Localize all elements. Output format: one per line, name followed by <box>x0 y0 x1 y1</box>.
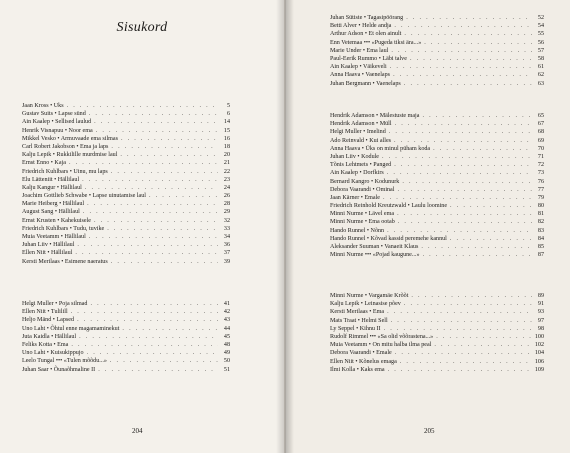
toc-entry-title: Minni Nurme ••• «Pojad kaugune...» <box>330 252 420 259</box>
toc-entry-page: 106 <box>534 358 544 365</box>
dot-leader <box>388 366 532 374</box>
toc-entry-page: 72 <box>537 162 544 169</box>
toc-entry-page: 98 <box>537 325 544 332</box>
toc-entry <box>22 225 230 233</box>
toc-entry-page: 15 <box>223 127 230 134</box>
page-number: 204 <box>132 427 143 435</box>
toc-entry-page: 5 <box>226 103 230 109</box>
toc-entry <box>22 241 230 249</box>
toc-entry-title: Uno Laht • Kuisukippujo <box>22 350 84 357</box>
toc-entry-page: 18 <box>223 143 230 150</box>
toc-entry-title: August Sang • Hällilaul <box>22 209 80 216</box>
toc-entry-page: 43 <box>223 317 230 324</box>
toc-entry-page: 48 <box>223 341 230 348</box>
toc-entry <box>330 55 544 63</box>
dot-leader <box>87 200 218 208</box>
toc-entry-title: Ellen Niit • Tulilill <box>22 309 68 316</box>
toc-entry <box>330 137 544 145</box>
toc-entry-page: 14 <box>223 119 230 126</box>
toc-entry-title: Tõnis Lehtmets • Panged <box>330 162 392 169</box>
toc-entry-page: 73 <box>537 170 544 177</box>
toc-entry-title: Joachim Gottlieb Schwabe • Lapse uinutamise laul <box>22 193 146 200</box>
toc-entry-title: Ly Seppel • Kihnu II <box>330 325 381 332</box>
dot-leader <box>433 145 532 153</box>
toc-entry-title: Friedrich Reinhold Kreutzwald • Laulu loomine <box>330 203 448 210</box>
toc-entry <box>22 184 230 192</box>
dot-leader <box>121 135 218 143</box>
toc-entry <box>330 202 544 210</box>
dot-leader <box>389 128 532 136</box>
toc-entry <box>330 14 544 22</box>
toc-entry-page: 76 <box>537 178 544 185</box>
page-number: 205 <box>424 427 435 435</box>
toc-entry-page: 93 <box>537 309 544 316</box>
toc-entry <box>330 80 544 88</box>
toc-entry <box>330 112 544 120</box>
toc-entry <box>330 341 544 349</box>
dot-leader <box>384 325 532 333</box>
toc-entry-page: 21 <box>223 160 230 167</box>
toc-entry-title: Ain Kaalep • Väikeveli <box>330 64 387 71</box>
toc-entry-title: Muia Veetamm • On mitu halba ilma peal <box>330 342 432 349</box>
toc-entry-title: Mats Traat • Helmi Sell <box>330 317 388 324</box>
dot-leader <box>77 316 218 324</box>
dot-leader <box>71 341 218 349</box>
dot-leader <box>395 349 532 357</box>
toc-list <box>22 300 230 374</box>
toc-entry <box>330 161 544 169</box>
dot-leader <box>450 235 532 243</box>
dot-leader <box>404 300 532 308</box>
toc-entry-title: Enn Vetemaa ••• «Pugeda tiksi ära...» <box>330 39 422 46</box>
dot-leader <box>87 349 218 357</box>
dot-leader <box>398 218 532 226</box>
toc-entry-title: Ellen Niit • Kõnelus emaga <box>330 358 397 365</box>
dot-leader <box>98 366 218 374</box>
dot-leader <box>402 178 532 186</box>
toc-entry-title: Jaan Kross • Uks <box>22 103 64 109</box>
toc-entry-page: 85 <box>537 244 544 250</box>
toc-entry-title: Henrik Visnapuu • Noor ema <box>22 127 93 134</box>
page-title: Sisukord <box>116 20 168 35</box>
toc-entry <box>22 258 230 266</box>
toc-entry-title: Kersti Merilaas • Ema <box>330 309 385 316</box>
dot-leader <box>110 357 218 365</box>
toc-entry <box>22 200 230 208</box>
toc-entry-title: Juhan Liiv • Hällilaul <box>22 242 75 249</box>
toc-entry-page: 63 <box>537 80 544 87</box>
toc-entry-page: 84 <box>537 235 544 242</box>
toc-entry <box>22 192 230 200</box>
dot-leader <box>397 186 532 194</box>
toc-entry <box>22 316 230 324</box>
toc-entry-title: Mikkel Vesko • Armuvaade ema silmas <box>22 135 118 142</box>
toc-entry-title: Debora Vaarandi • Emale <box>330 350 392 357</box>
dot-leader <box>71 308 218 316</box>
toc-entry <box>22 168 230 176</box>
toc-entry <box>22 349 230 357</box>
toc-entry-page: 6 <box>226 111 230 118</box>
toc-entry-title: Muia Veetamm • Hällilaul <box>22 234 86 240</box>
toc-entry <box>330 169 544 177</box>
toc-entry <box>22 366 230 374</box>
dot-leader <box>89 233 218 241</box>
toc-entry-title: Jaan Kärner • Emale <box>330 194 381 201</box>
dot-leader <box>383 194 532 202</box>
toc-entry <box>22 249 230 257</box>
toc-entry-title: Heljo Mänd • Lapsed <box>22 317 75 324</box>
dot-leader <box>111 143 218 151</box>
toc-entry-page: 36 <box>223 242 230 249</box>
toc-entry-title: Friedrich Kuhlbars • Tudu, tuvike <box>22 225 105 232</box>
toc-entry <box>22 118 230 126</box>
toc-entry <box>22 143 230 151</box>
dot-leader <box>79 333 218 341</box>
dot-leader <box>404 80 532 88</box>
toc-entry-title: Juhan Sütiste • Tagasipöörang <box>330 15 404 21</box>
toc-entry <box>330 251 544 259</box>
toc-entry <box>330 317 544 325</box>
toc-entry <box>22 208 230 216</box>
toc-entry-page: 33 <box>223 225 230 232</box>
toc-entry-title: Minni Nurme • Vargamäe Krõõt <box>330 293 409 299</box>
dot-leader <box>391 47 532 55</box>
toc-entry-title: Ernst Krusten • Kahekuisele <box>22 217 91 224</box>
toc-entry-page: 28 <box>223 201 230 208</box>
toc-entry-page: 24 <box>223 184 230 191</box>
toc-entry-title: Kersti Merilaas • Esimene naeratus <box>22 258 108 265</box>
toc-entry-title: Hando Runnel • Nõnn <box>330 227 385 234</box>
toc-entry <box>330 292 544 300</box>
dot-leader <box>411 292 532 300</box>
toc-list <box>330 14 544 88</box>
toc-entry-page: 65 <box>537 113 544 119</box>
toc-entry-title: Minni Nurme • Ema ootab <box>330 219 395 226</box>
toc-entry <box>330 349 544 357</box>
toc-entry-page: 34 <box>223 234 230 240</box>
toc-entry <box>330 186 544 194</box>
toc-entry-page: 89 <box>537 293 544 299</box>
book-gutter <box>276 0 294 453</box>
toc-entry-title: Hendrik Adamson • Müll <box>330 121 392 128</box>
toc-entry-page: 87 <box>537 252 544 259</box>
toc-entry-page: 80 <box>537 203 544 210</box>
toc-entry-title: Kalju Lepik • Rukkilille murdmise laul <box>22 152 118 159</box>
dot-leader <box>69 159 218 167</box>
toc-entry-page: 61 <box>537 64 544 71</box>
dot-leader <box>83 208 218 216</box>
toc-entry-title: Ilmi Kolla • Kaks ema <box>330 366 385 373</box>
toc-entry-page: 83 <box>537 227 544 234</box>
toc-entry-page: 77 <box>537 186 544 193</box>
dot-leader <box>387 169 532 177</box>
toc-entry-page: 20 <box>223 152 230 159</box>
toc-entry-title: Paul-Eerik Rummo • Läbi talve <box>330 55 407 62</box>
toc-entry <box>330 22 544 30</box>
toc-entry-title: Kalju Kangur • Hällilaul <box>22 184 82 191</box>
toc-list <box>22 102 230 266</box>
toc-entry-page: 79 <box>537 194 544 201</box>
toc-entry-title: Ado Reinvald • Kui alles <box>330 137 392 144</box>
dot-leader <box>122 325 218 333</box>
dot-leader <box>77 241 218 249</box>
toc-entry-title: Arthur Adson • Et olen ainult <box>330 31 402 38</box>
toc-entry <box>330 63 544 71</box>
toc-entry <box>22 151 230 159</box>
toc-entry-page: 68 <box>537 129 544 136</box>
toc-entry-title: Anna Haava • Üks on minul püham koda <box>330 145 431 152</box>
dot-leader <box>390 63 532 71</box>
toc-entry-page: 52 <box>537 15 544 21</box>
toc-entry <box>22 333 230 341</box>
toc-entry <box>22 110 230 118</box>
toc-entry-title: Kalju Lepik • Leinasise põev <box>330 301 401 308</box>
toc-entry-title: Betti Alver • Helde andja <box>330 23 392 30</box>
toc-entry-title: Minni Nurme • Lävel ema <box>330 211 395 218</box>
toc-entry-page: 57 <box>537 47 544 54</box>
toc-entry-page: 70 <box>537 145 544 152</box>
dot-leader <box>434 341 532 349</box>
left-page <box>0 0 284 453</box>
toc-entry-title: Rudolf Rimmel ••• «Sa olid võõrastena...» <box>330 333 434 340</box>
dot-leader <box>404 30 532 38</box>
dot-leader <box>111 168 218 176</box>
toc-entry-page: 100 <box>534 333 544 340</box>
toc-entry-title: Carl Robert Jakobson • Ema ja laps <box>22 143 109 150</box>
toc-entry-page: 44 <box>223 325 230 332</box>
toc-entry <box>22 233 230 241</box>
toc-entry-title: Juta Kaidla • Hällilaul <box>22 333 77 340</box>
toc-entry-title: Ellen Niit • Hällilaul <box>22 250 73 257</box>
dot-leader <box>394 22 532 30</box>
dot-leader <box>382 153 532 161</box>
toc-entry-page: 69 <box>537 137 544 144</box>
toc-entry-page: 109 <box>534 366 544 373</box>
dot-leader <box>107 225 218 233</box>
toc-entry-title: Hando Runnel • Kõvad kassid peremehe kannul <box>330 235 447 242</box>
dot-leader <box>111 258 218 266</box>
toc-entry-title: Uno Laht • Õhtul enne magamaminekut <box>22 325 120 332</box>
toc-entry-page: 97 <box>537 317 544 324</box>
toc-entry <box>330 218 544 226</box>
dot-leader <box>424 39 532 47</box>
toc-entry-page: 16 <box>223 135 230 142</box>
toc-entry-page: 104 <box>534 350 544 357</box>
toc-entry <box>330 358 544 366</box>
dot-leader <box>90 300 218 308</box>
toc-entry <box>330 128 544 136</box>
toc-entry <box>22 102 230 110</box>
toc-entry <box>330 145 544 153</box>
toc-entry-page: 37 <box>223 250 230 257</box>
toc-entry <box>22 357 230 365</box>
toc-entry-page: 42 <box>223 309 230 316</box>
dot-leader <box>422 112 532 120</box>
dot-leader <box>94 118 218 126</box>
toc-entry-page: 23 <box>223 176 230 183</box>
toc-entry-page: 50 <box>223 358 230 365</box>
toc-entry-title: Ain Kaalep • Dorfkirs <box>330 170 384 177</box>
toc-entry <box>22 308 230 316</box>
toc-entry <box>330 30 544 38</box>
dot-leader <box>394 137 532 145</box>
right-page <box>286 0 570 453</box>
dot-leader <box>400 358 532 366</box>
dot-leader <box>421 243 532 251</box>
toc-entry-title: Ernst Enno • Kaja <box>22 160 66 167</box>
toc-entry-page: 49 <box>223 350 230 357</box>
toc-entry <box>330 243 544 251</box>
toc-entry-page: 54 <box>537 23 544 30</box>
toc-entry <box>330 120 544 128</box>
toc-entry <box>22 159 230 167</box>
dot-leader <box>387 227 532 235</box>
dot-leader <box>423 251 532 259</box>
dot-leader <box>387 308 532 316</box>
toc-entry-page: 22 <box>223 168 230 175</box>
toc-entry <box>330 153 544 161</box>
toc-entry-title: Juhan Liiv • Kodule <box>330 153 380 160</box>
toc-entry-title: Friedrich Kuhlbars • Uinu, mu laps <box>22 168 108 175</box>
toc-entry-page: 71 <box>537 153 544 160</box>
toc-entry-page: 29 <box>223 209 230 216</box>
toc-entry-page: 82 <box>537 219 544 226</box>
toc-entry <box>330 178 544 186</box>
toc-entry-page: 26 <box>223 193 230 200</box>
toc-entry <box>330 300 544 308</box>
toc-entry-title: Helgi Muller • Poja silmad <box>22 301 88 307</box>
toc-entry <box>330 47 544 55</box>
toc-list <box>330 112 544 259</box>
dot-leader <box>410 55 532 63</box>
toc-entry <box>330 235 544 243</box>
toc-entry <box>22 217 230 225</box>
dot-leader <box>397 210 532 218</box>
toc-entry-title: Leelo Tungal ••• «Tulen mõõdu...» <box>22 358 107 365</box>
toc-entry-page: 91 <box>537 301 544 308</box>
dot-leader <box>82 176 218 184</box>
dot-leader <box>120 151 218 159</box>
toc-entry <box>330 366 544 374</box>
toc-entry-page: 81 <box>537 211 544 218</box>
dot-leader <box>391 317 532 325</box>
toc-entry <box>330 227 544 235</box>
toc-entry <box>22 325 230 333</box>
toc-entry-page: 62 <box>537 72 544 79</box>
dot-leader <box>96 127 218 135</box>
toc-entry <box>330 71 544 79</box>
dot-leader <box>395 120 532 128</box>
toc-entry-page: 56 <box>537 39 544 46</box>
dot-leader <box>75 249 218 257</box>
toc-entry-title: Helgi Muller • Imelind <box>330 129 386 136</box>
toc-entry <box>330 308 544 316</box>
toc-entry <box>22 341 230 349</box>
toc-entry <box>330 325 544 333</box>
toc-entry-page: 39 <box>223 258 230 265</box>
toc-entry-title: Bernard Kangro • Kodunurk <box>330 178 400 185</box>
toc-entry-page: 51 <box>223 366 230 373</box>
toc-entry-page: 67 <box>537 121 544 128</box>
toc-entry-title: Juhan Saar • Õunaõhmaline II <box>22 366 96 373</box>
dot-leader <box>406 14 532 22</box>
toc-entry-page: 41 <box>223 301 230 307</box>
dot-leader <box>436 333 532 341</box>
dot-leader <box>149 192 218 200</box>
toc-entry-title: Feliks Kotta • Ema <box>22 341 69 348</box>
dot-leader <box>67 102 218 110</box>
toc-entry <box>330 210 544 218</box>
toc-entry <box>22 127 230 135</box>
toc-entry <box>330 39 544 47</box>
toc-entry-page: 58 <box>537 55 544 62</box>
toc-entry <box>330 333 544 341</box>
toc-entry-title: Elu Lätteniit • Hällilaul <box>22 176 80 183</box>
dot-leader <box>394 161 532 169</box>
toc-entry-title: Gustav Suits • Lapse sünd <box>22 111 86 118</box>
dot-leader <box>94 217 218 225</box>
toc-entry-title: Aleksander Suuman • Vanaeit Klaus <box>330 244 419 250</box>
toc-entry <box>22 135 230 143</box>
toc-entry-page: 45 <box>223 333 230 340</box>
toc-entry-title: Ain Kaalep • Sellised laulud <box>22 119 92 126</box>
toc-entry-title: Marie Under • Ema laul <box>330 47 389 54</box>
dot-leader <box>393 71 532 79</box>
toc-entry <box>330 194 544 202</box>
dot-leader <box>85 184 218 192</box>
toc-list <box>330 292 544 374</box>
dot-leader <box>450 202 532 210</box>
toc-entry-page: 55 <box>537 31 544 38</box>
dot-leader <box>89 110 218 118</box>
toc-entry-title: Hendrik Adamson • Mälestuste maja <box>330 113 420 119</box>
toc-entry-title: Debora Vaarandi • Ominal <box>330 186 395 193</box>
toc-entry-page: 32 <box>223 217 230 224</box>
toc-entry-title: Marie Heiberg • Hällilaul <box>22 201 85 208</box>
toc-entry-title: Anna Haava • Vaenelaps <box>330 72 391 79</box>
toc-entry-page: 102 <box>534 342 544 349</box>
toc-entry <box>22 176 230 184</box>
toc-entry-title: Juhan Bergmann • Vaenelaps <box>330 80 401 87</box>
toc-entry <box>22 300 230 308</box>
